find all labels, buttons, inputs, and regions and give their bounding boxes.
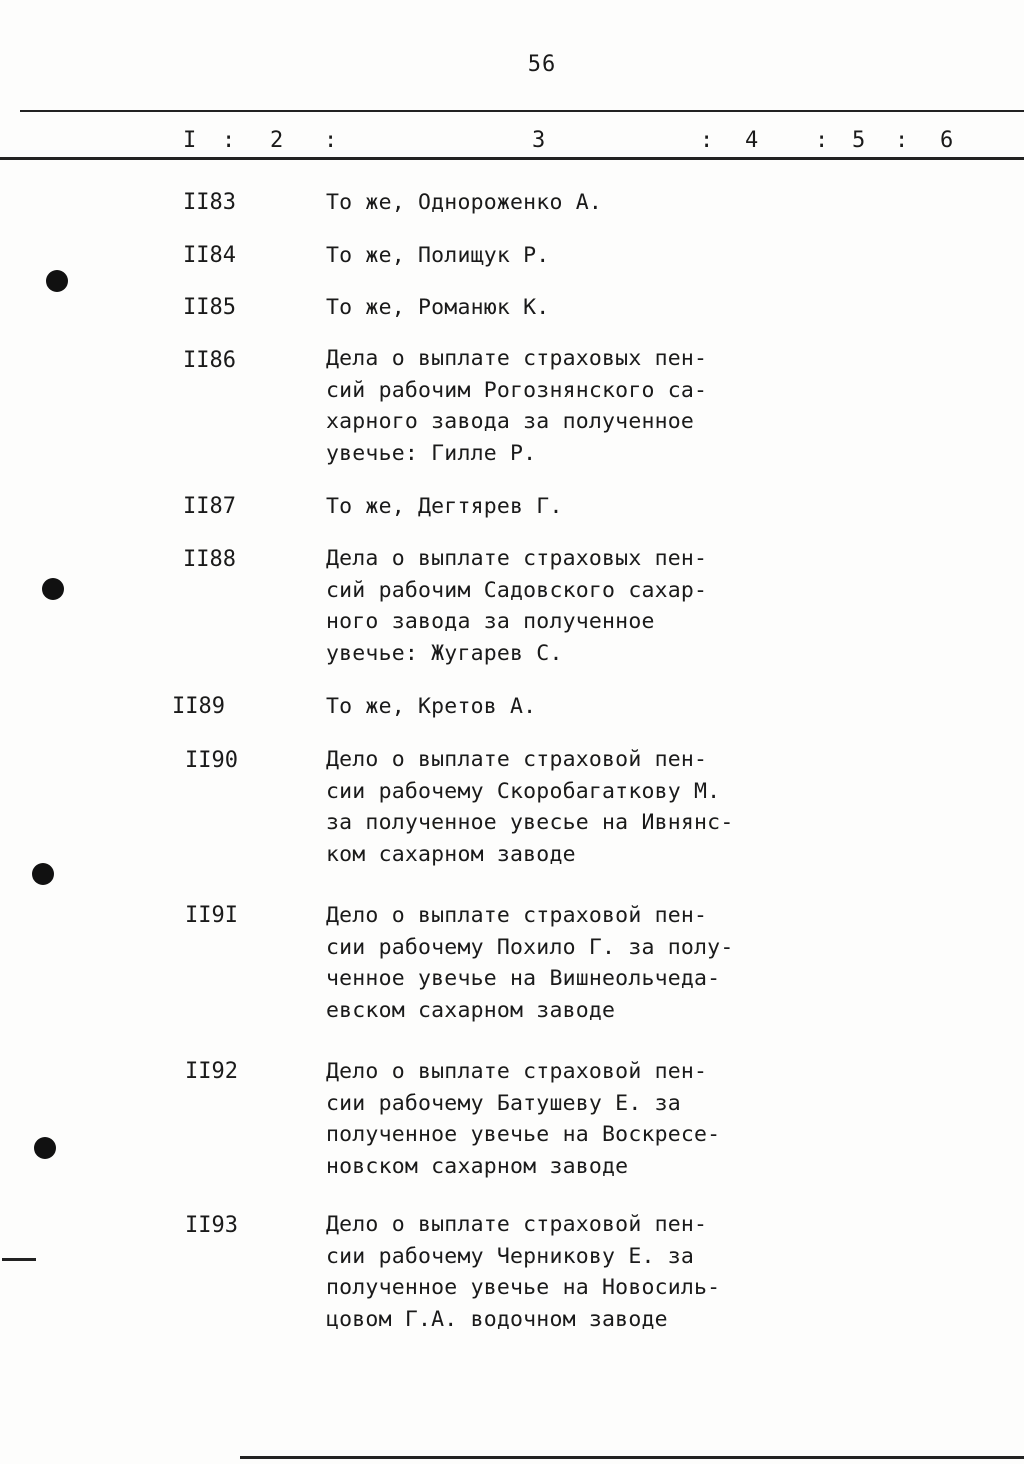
entry-number: II84 xyxy=(183,243,236,268)
entry-text: То же, Дегтярев Г. xyxy=(326,494,563,519)
punch-hole-mark xyxy=(46,270,68,292)
column-header-2: 2 xyxy=(270,128,284,153)
column-header-1: I xyxy=(183,128,197,153)
entry-number: II86 xyxy=(183,348,236,373)
column-separator: : xyxy=(324,128,338,153)
entry-number: II92 xyxy=(185,1059,238,1084)
footer-rule xyxy=(240,1456,1024,1459)
punch-hole-mark xyxy=(34,1137,56,1159)
entry-number: II90 xyxy=(185,748,238,773)
header-top-rule xyxy=(20,110,1024,112)
entry-number: II89 xyxy=(172,694,225,719)
column-separator: : xyxy=(895,128,909,153)
entry-number: II88 xyxy=(183,547,236,572)
column-separator: : xyxy=(700,128,714,153)
page-number: 56 xyxy=(527,52,557,77)
entry-text: То же, Однороженко А. xyxy=(326,190,603,215)
margin-dash-mark xyxy=(2,1258,36,1261)
entry-text: Дела о выплате страховых пен- сий рабочим Рогознянского са- харного завода за полученное увечье: Гилле Р. xyxy=(326,346,708,466)
entry-number: II9I xyxy=(185,903,238,928)
entry-number: II83 xyxy=(183,190,236,215)
entry-number: II93 xyxy=(185,1213,238,1238)
column-separator: : xyxy=(222,128,236,153)
entry-text: Дело о выплате страховой пен- сии рабочему Скоробагаткову М. за полученное увесье на Ивнянс- ком сахарном заводе xyxy=(326,747,734,867)
column-header-3: 3 xyxy=(532,128,546,153)
entry-text: Дело о выплате страховой пен- сии рабочему Похило Г. за полу- ченное увечье на Вишнеольчеда- евском сахарном заводе xyxy=(326,903,734,1023)
header-bottom-rule xyxy=(0,157,1024,160)
column-header-4: 4 xyxy=(745,128,759,153)
entry-text: То же, Романюк К. xyxy=(326,295,550,320)
entry-text: То же, Кретов А. xyxy=(326,694,537,719)
entry-text: Дело о выплате страховой пен- сии рабочему Батушеву Е. за полученное увечье на Воскресе- новском сахарном заводе xyxy=(326,1059,721,1179)
entry-number: II87 xyxy=(183,494,236,519)
entry-text: Дела о выплате страховых пен- сий рабочим Садовского сахар- ного завода за полученное увечье: Жугарев С. xyxy=(326,546,708,666)
column-header-5: 5 xyxy=(852,128,866,153)
entry-text: Дело о выплате страховой пен- сии рабочему Черникову Е. за полученное увечье на Новосиль- цовом Г.А. водочном заводе xyxy=(326,1212,721,1332)
punch-hole-mark xyxy=(42,578,64,600)
entry-number: II85 xyxy=(183,295,236,320)
column-separator: : xyxy=(815,128,829,153)
punch-hole-mark xyxy=(32,863,54,885)
entry-text: То же, Полищук Р. xyxy=(326,243,550,268)
column-header-6: 6 xyxy=(940,128,954,153)
